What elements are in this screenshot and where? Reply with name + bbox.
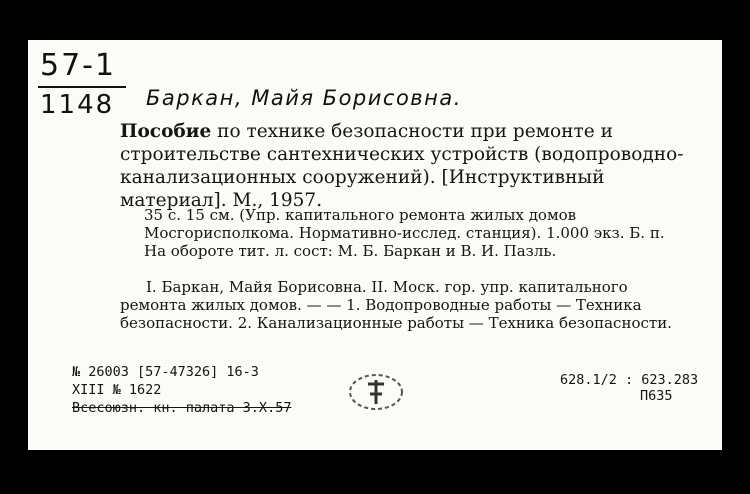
call-number-divider <box>38 86 126 88</box>
tracing-line-2: ремонта жилых домов. — — 1. Водопроводные работы — Техника <box>120 296 642 314</box>
collation-line-1: 35 с. 15 см. (Упр. капитального ремонта жилых домов <box>144 206 577 224</box>
title-statement <box>120 120 700 212</box>
collation-line-2: Мосгорисполкома. Нормативно-исслед. станция). 1.000 экз. Б. п. <box>144 224 665 242</box>
author-handwritten: Баркан, Майя Борисовна. <box>146 86 462 110</box>
registry-number: XIII № 1622 <box>72 382 162 398</box>
call-number-bottom: 1148 <box>40 90 115 120</box>
catalog-card <box>28 40 722 450</box>
tracing-line-1: I. Баркан, Майя Борисовна. II. Моск. гор. упр. капитального <box>146 278 628 296</box>
accession-number: № 26003 [57-47326] 16-3 <box>72 364 259 380</box>
classification-shelf: П635 <box>640 388 673 404</box>
collation-line-3: На обороте тит. л. сост: М. Б. Баркан и В. И. Пазль. <box>144 242 557 260</box>
title-remainder: по технике безопасности при ремонте и строительстве сантехнических устройств (водопроводно-канализационных сооружений). [Инструктивный материал]. М., 1957. <box>120 121 684 211</box>
title-lead-word: Пособие <box>120 121 212 142</box>
chamber-stamp-line: Всесоюзн. кн. палата 3.X.57 <box>72 400 292 416</box>
library-stamp-icon <box>346 370 406 414</box>
call-number-top: 57-1 <box>40 48 117 83</box>
classification-udc: 628.1/2 : 623.283 <box>560 372 699 388</box>
scan-border-bottom <box>0 450 750 494</box>
tracing-line-3: безопасности. 2. Канализационные работы — Техника безопасности. <box>120 314 672 332</box>
